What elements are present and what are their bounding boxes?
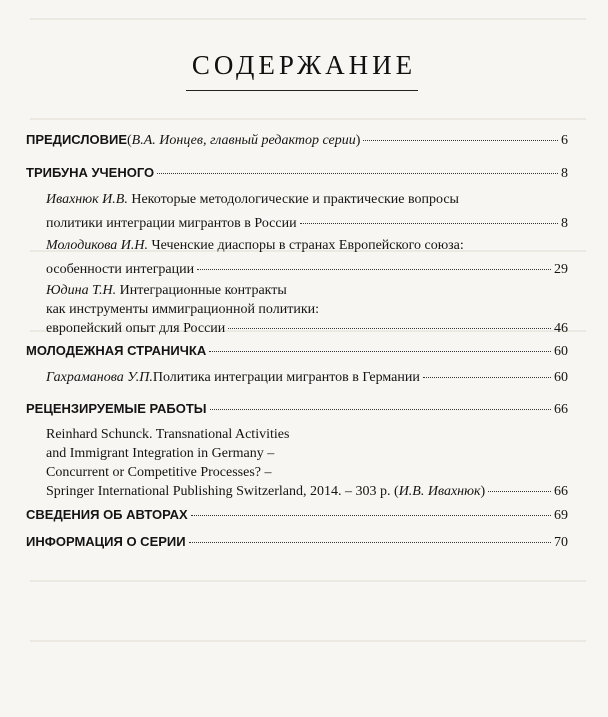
toc-item[interactable]	[46, 281, 568, 338]
page-number: 8	[561, 216, 568, 231]
article-title-cont: политики интеграции мигрантов в России	[46, 216, 297, 231]
page-number: 46	[554, 321, 568, 336]
article-author: Ивахнюк И.В.	[46, 192, 128, 207]
leader-dots	[488, 491, 551, 492]
toc-entry-authors[interactable]	[26, 505, 568, 525]
toc-entry-preface[interactable]: ПРЕДИСЛОВИЕ ( В.А. Ионцев, главный редактор серии ) 6	[26, 132, 568, 148]
page-title: СОДЕРЖАНИЕ	[191, 50, 417, 80]
toc-entry-reviews[interactable]	[26, 399, 568, 419]
leader-dots	[300, 223, 558, 224]
leader-dots	[209, 351, 551, 352]
article-title-cont: европейский опыт для России	[46, 321, 226, 336]
leader-dots	[157, 173, 558, 174]
article-title-cont: как инструменты иммиграционной политики:	[46, 302, 320, 317]
toc-entry-series[interactable]	[26, 532, 568, 552]
article-author: Гахраманова У.П.	[46, 370, 153, 385]
page-number: 69	[554, 508, 568, 523]
leader-dots	[423, 377, 551, 378]
toc-item[interactable]	[46, 190, 568, 233]
title-rule	[186, 90, 418, 91]
article-title: Некоторые методологические и практические вопросы	[127, 192, 459, 207]
page-number: 60	[554, 344, 568, 359]
bleed-through	[30, 640, 586, 642]
leader-dots	[210, 409, 551, 410]
toc-entry-youth[interactable]	[26, 341, 568, 361]
article-title: Интеграционные контракты	[116, 283, 287, 298]
toc-item[interactable]: Reinhard Schunck. Transnational Activities and Immigrant Integration in Germany – Concurrent or Competitive Processes? – Springer International Publishing Switzerland, 2014. – 303 p. ( И.В. Ивахнюк ) 66	[46, 427, 568, 499]
leader-dots	[189, 542, 551, 543]
reviewer: И.В. Ивахнюк	[398, 484, 481, 499]
toc-entry-tribune[interactable]	[26, 163, 568, 183]
page-number: 60	[554, 370, 568, 385]
review-title-cont: Concurrent or Competitive Processes? –	[46, 465, 272, 480]
page-number: 8	[561, 166, 568, 181]
page-number: 29	[554, 262, 568, 277]
leader-dots	[197, 269, 551, 270]
toc-item[interactable]	[46, 236, 568, 279]
leader-dots	[228, 328, 551, 329]
page-number: 66	[554, 402, 568, 417]
section-label: СВЕДЕНИЯ ОБ АВТОРАХ	[26, 507, 188, 522]
article-title: Политика интеграции мигрантов в Германии	[152, 370, 420, 385]
bleed-through	[30, 118, 586, 120]
section-label: ПРЕДИСЛОВИЕ	[26, 132, 127, 147]
article-author: Юдина Т.Н.	[46, 283, 117, 298]
article-title-cont: особенности интеграции	[46, 262, 195, 277]
review-title: Reinhard Schunck. Transnational Activities	[46, 427, 290, 442]
section-label: РЕЦЕНЗИРУЕМЫЕ РАБОТЫ	[26, 401, 207, 416]
article-title: Чеченские диаспоры в странах Европейского союза:	[148, 238, 464, 253]
section-label: ТРИБУНА УЧЕНОГО	[26, 165, 155, 180]
leader-dots	[191, 515, 551, 516]
page-number: 70	[554, 535, 568, 550]
article-author: Молодикова И.Н.	[46, 238, 149, 253]
bleed-through	[30, 18, 586, 20]
section-label: МОЛОДЕЖНАЯ СТРАНИЧКА	[26, 343, 207, 358]
review-publisher: Springer International Publishing Switzerland, 2014. – 303 p. (	[46, 484, 399, 499]
toc-item[interactable]	[46, 368, 568, 387]
leader-dots	[363, 140, 558, 141]
review-title-cont: and Immigrant Integration in Germany –	[46, 446, 275, 461]
page-number: 66	[554, 484, 568, 499]
editor-note: В.А. Ионцев, главный редактор серии	[131, 133, 356, 148]
page-number: 6	[561, 133, 568, 148]
bleed-through	[30, 580, 586, 582]
section-label: ИНФОРМАЦИЯ О СЕРИИ	[26, 534, 186, 549]
